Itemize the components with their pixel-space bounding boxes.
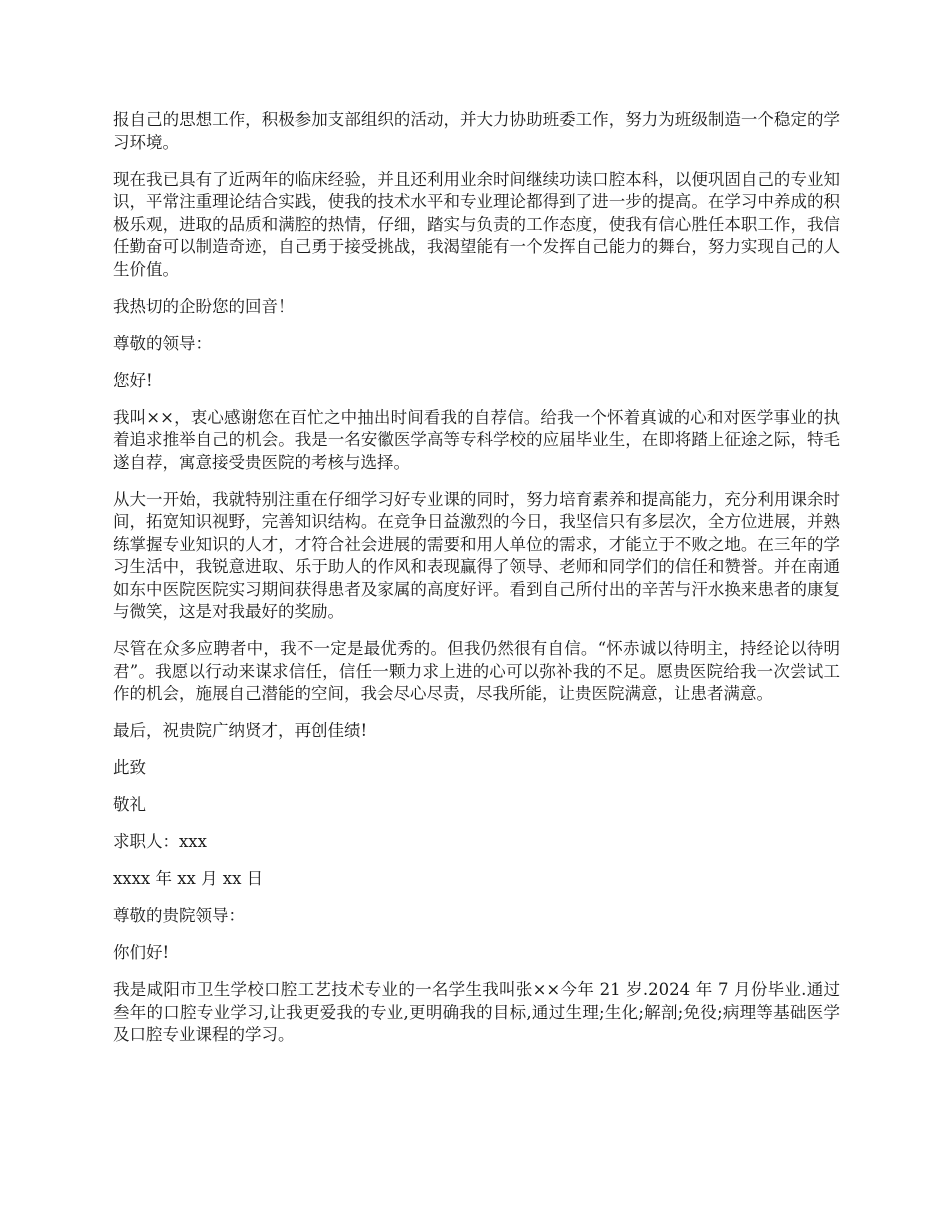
salutation-1: 尊敬的领导： [113,333,212,353]
salutation-2: 尊敬的贵院领导： [113,906,245,925]
closing-jingli: 敬礼 [113,795,146,814]
paragraph-1: 报自己的思想工作，积极参加支部组织的活动，并大力协助班委工作，努力为班级制造一个稳定的学习环境。 [113,110,840,152]
paragraph-2: 现在我已具有了近两年的临床经验，并且还利用业余时间继续功读口腔本科，以便巩固自己的专业知识，平常注重理论结合实践，使我的技术水平和专业理论都得到了进一步的提高。在学习中养成的积极乐观，进取的品质和满腔的热情，仔细，踏实与负责的工作态度，使我有信心胜任本职工作，我信任勤奋可以制造奇迹，自己勇于接受挑战，我渴望能有一个发挥自己能力的舞台，努力实现自己的人生价值。 [113,169,840,279]
paragraph-3: 我热切的企盼您的回音！ [113,296,295,316]
closing-wish: 最后，祝贵院广纳贤才，再创佳绩! [113,721,368,740]
greeting-1: 您好! [113,370,153,390]
closing-cizhi: 此致 [113,758,146,777]
signature-applicant: 求职人：xxx [113,832,207,851]
paragraph-6: 我叫××，衷心感谢您在百忙之中抽出时间看我的自荐信。给我一个怀着真诚的心和对医学事业的执着追求推举自己的机会。我是一名安徽医学高等专科学校的应届毕业生，在即将踏上征途之际，特毛遂自荐，寓意接受贵医院的考核与选择。 [113,407,840,472]
signature-date: xxxx 年 xx 月 xx 日 [113,869,264,888]
greeting-2: 你们好! [113,943,170,962]
paragraph-16: 我是咸阳市卫生学校口腔工艺技术专业的一名学生我叫张××今年 21 岁.2024 年 7 月份毕业.通过叁年的口腔专业学习,让我更爱我的专业,更明确我的目标,通过生理;生化;解剖;免役;病理等基础医学及口腔专业课程的学习。 [113,980,840,1044]
document-body [113,109,840,1061]
paragraph-7: 从大一开始，我就特别注重在仔细学习好专业课的同时，努力培育素养和提高能力，充分利用课余时间，拓宽知识视野，完善知识结构。在竞争日益激烈的今日，我坚信只有多层次，全方位进展，并熟练掌握专业知识的人才，才符合社会进展的需要和用人单位的需求，才能立于不败之地。在三年的学习生活中，我锐意进取、乐于助人的作风和表现赢得了领导、老师和同学们的信任和赞誉。并在南通如东中医院医院实习期间获得患者及家属的高度好评。看到自己所付出的辛苦与汗水换来患者的康复与微笑，这是对我最好的奖励。 [113,489,840,621]
paragraph-8: 尽管在众多应聘者中，我不一定是最优秀的。但我仍然很有自信。“怀赤诚以待明主，持经论以待明君”。我愿以行动来谋求信任，信任一颗力求上进的心可以弥补我的不足。愿贵医院给我一次尝试工作的机会，施展自己潜能的空间，我会尽心尽责，尽我所能，让贵医院满意，让患者满意。 [113,639,840,703]
